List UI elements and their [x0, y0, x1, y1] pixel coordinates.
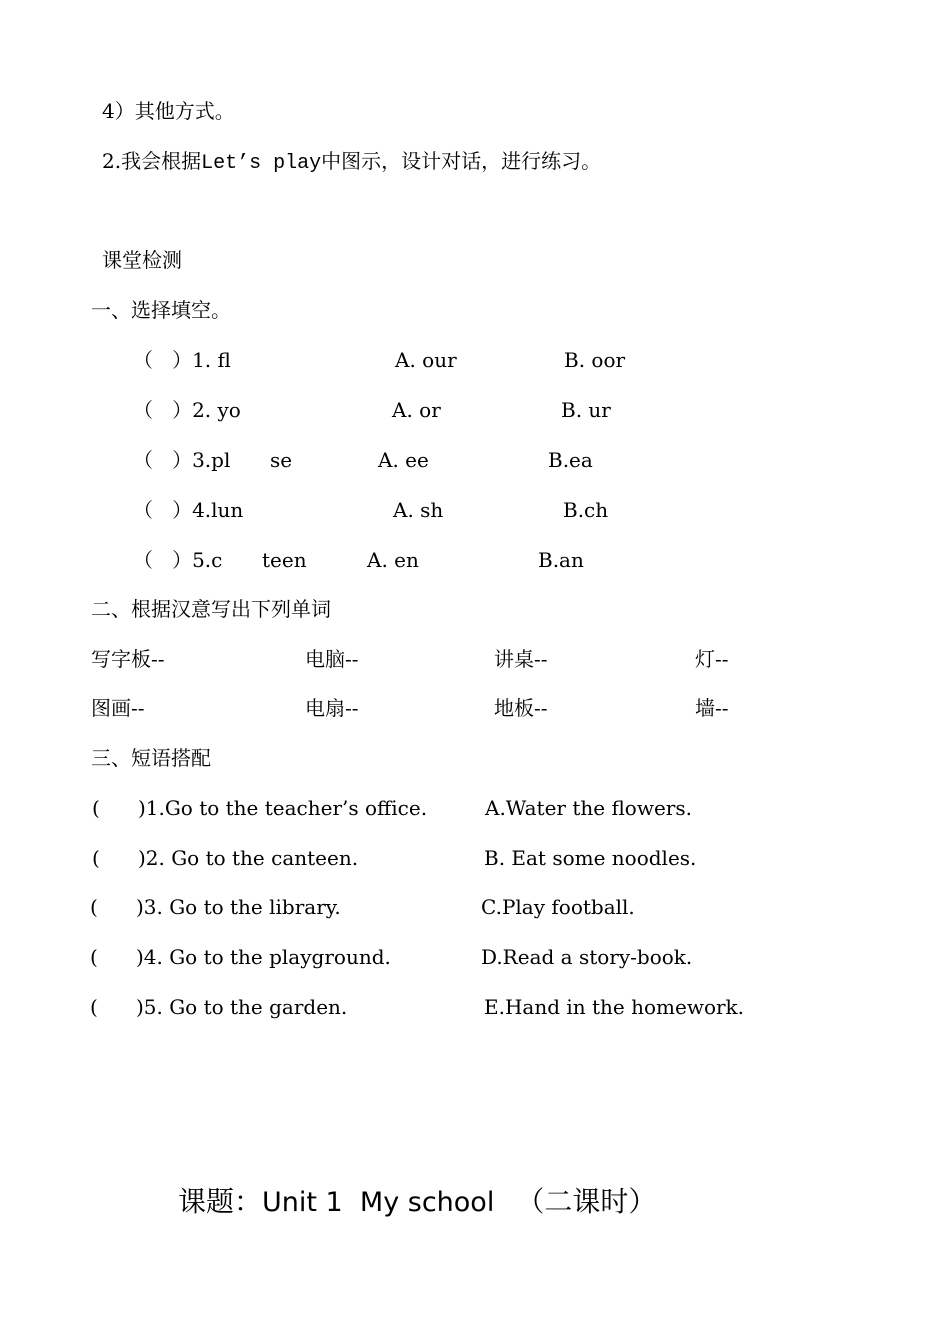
part1-heading: 一、选择填空。 [91, 298, 231, 322]
part1-option-a: A. sh [393, 498, 444, 522]
part1-option-a: A. en [367, 548, 419, 572]
part1-option-b: B. ur [561, 398, 611, 422]
part3-phrase: ( )1.Go to the teacher’s office. [92, 796, 428, 820]
part1-option-a: A. ee [378, 448, 429, 472]
part3-phrase: ( )5. Go to the garden. [90, 995, 348, 1019]
part3-match: C.Play football. [481, 895, 635, 919]
intro-item-2-suffix: 中图示，设计对话，进行练习。 [321, 149, 602, 173]
lesson-title-unit: Unit 1 My school [262, 1187, 495, 1218]
part1-option-b: B.an [538, 548, 584, 572]
part2-word: 地板-- [494, 696, 548, 720]
part3-match: A.Water the flowers. [485, 796, 692, 820]
part3-match: E.Hand in the homework. [484, 995, 745, 1019]
part1-question: （ ）4.lun [133, 498, 244, 522]
section-heading: 课堂检测 [102, 248, 182, 272]
part1-question: （ ）1. fl [133, 348, 231, 372]
part2-word: 墙-- [695, 696, 729, 720]
part1-question: （ ）5.c [133, 548, 223, 572]
intro-item-2-code: Let’s play [201, 152, 322, 175]
part1-option-a: A. or [392, 398, 441, 422]
part3-phrase: ( )3. Go to the library. [90, 895, 341, 919]
part2-word: 电脑-- [305, 647, 359, 671]
lesson-title-suffix: （二课时） [516, 1185, 657, 1218]
part1-blank-suffix: teen [262, 548, 307, 572]
part2-word: 讲桌-- [494, 647, 548, 671]
part2-word: 写字板-- [91, 647, 165, 671]
lesson-title-prefix: 课题： [178, 1185, 263, 1218]
part2-word: 灯-- [695, 647, 729, 671]
part2-word: 图画-- [91, 696, 145, 720]
part1-option-b: B.ch [563, 498, 609, 522]
part3-heading: 三、短语搭配 [91, 746, 211, 770]
part3-phrase: ( )2. Go to the canteen. [92, 846, 359, 870]
part1-question: （ ）3.pl [133, 448, 231, 472]
part1-option-b: B.ea [548, 448, 593, 472]
part2-word: 电扇-- [305, 696, 359, 720]
part1-question: （ ）2. yo [133, 398, 241, 422]
intro-item-4: 4）其他方式。 [102, 99, 235, 123]
intro-item-2-prefix: 2.我会根据 [102, 149, 202, 173]
part3-match: D.Read a story-book. [481, 945, 693, 969]
part2-heading: 二、根据汉意写出下列单词 [91, 597, 331, 621]
part3-match: B. Eat some noodles. [484, 846, 697, 870]
part1-option-a: A. our [395, 348, 457, 372]
part1-blank-suffix: se [270, 448, 293, 472]
lesson-title [178, 1185, 657, 1218]
intro-item-2 [102, 151, 601, 174]
part1-option-b: B. oor [564, 348, 626, 372]
part3-phrase: ( )4. Go to the playground. [90, 945, 391, 969]
